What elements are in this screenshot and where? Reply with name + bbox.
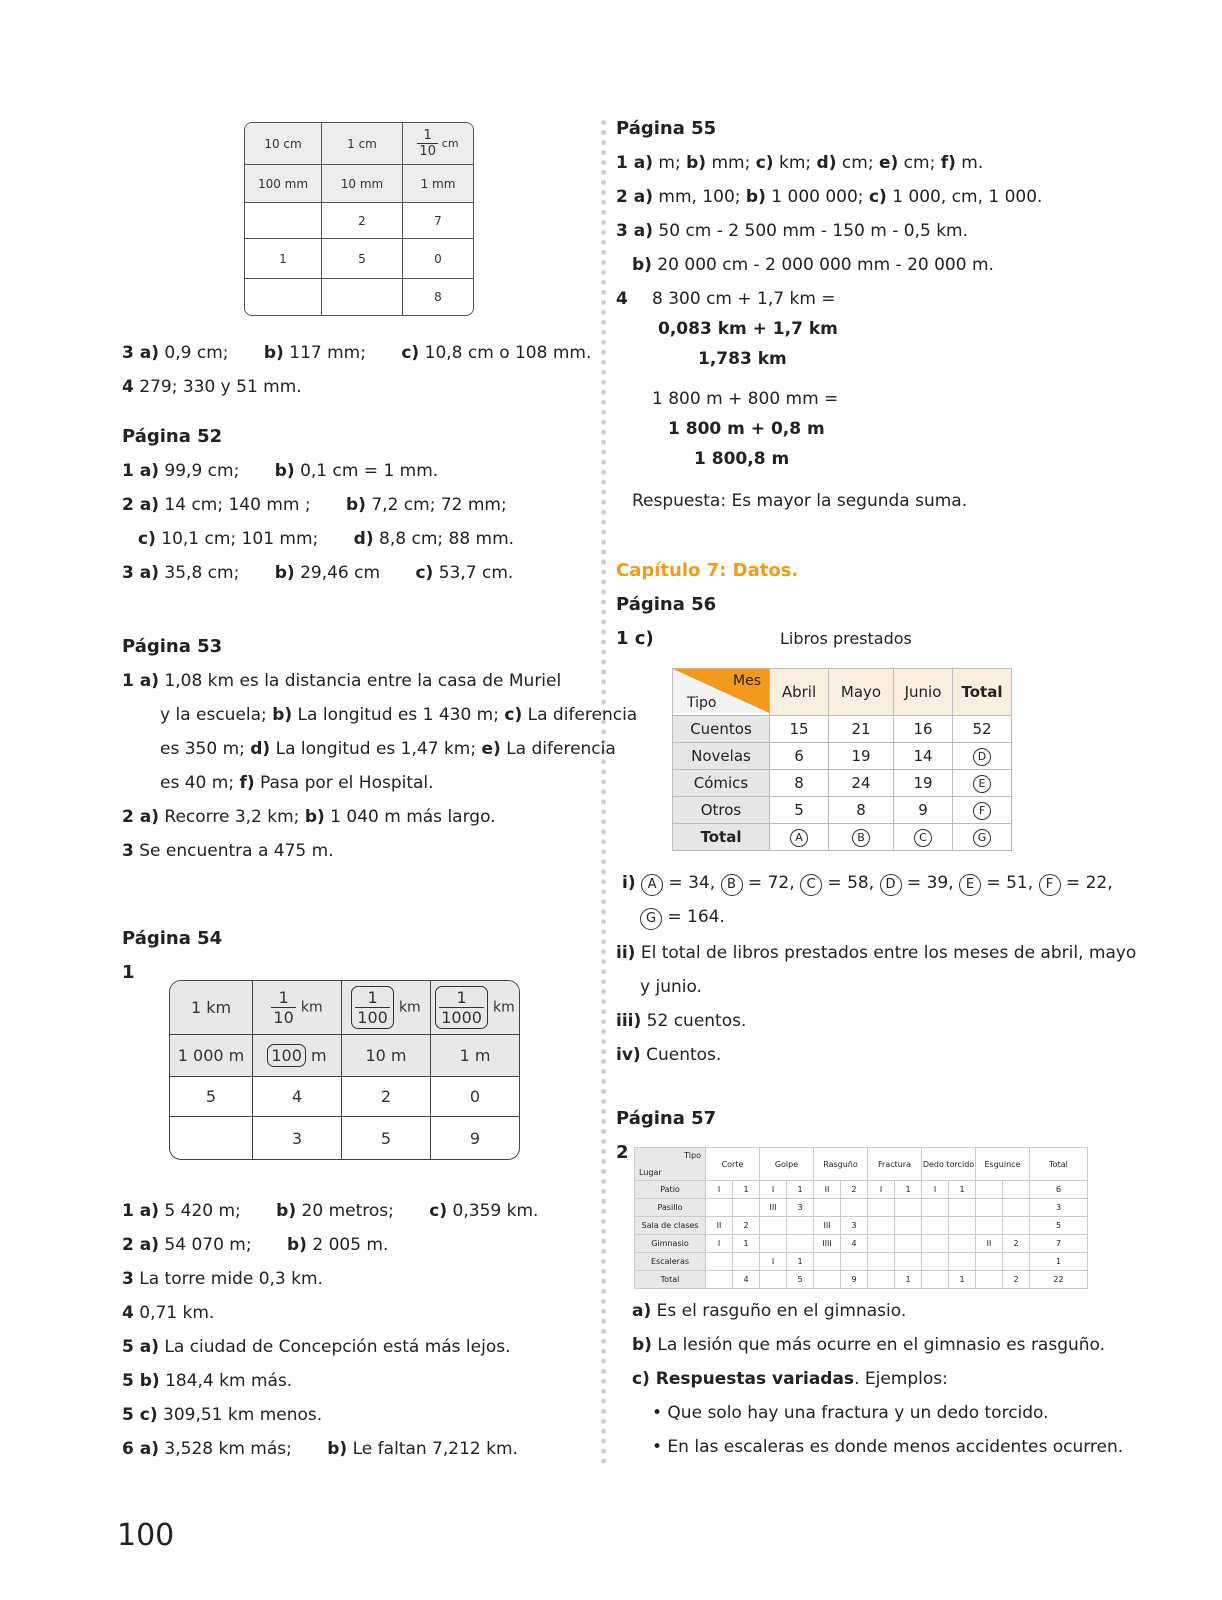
value-cell <box>829 824 894 851</box>
tally-cell <box>922 1217 949 1235</box>
value-cell: 7 <box>403 203 473 239</box>
tally-cell: I <box>760 1181 787 1199</box>
value-cell: 9 <box>894 797 953 824</box>
count-cell <box>1003 1217 1030 1235</box>
col-header: Esguince <box>976 1148 1030 1181</box>
frac-num: 1 <box>355 988 390 1008</box>
value-cell: 21 <box>829 716 894 743</box>
value-cell: 5 <box>170 1077 253 1117</box>
section-heading: Página 56 <box>616 594 717 615</box>
header-cell-fraction <box>342 981 431 1035</box>
value-cell: 24 <box>829 770 894 797</box>
section-heading: Página 52 <box>122 426 223 447</box>
value-cell <box>245 203 322 239</box>
corner-top-label: Tipo <box>684 1151 701 1160</box>
frac-num: 1 <box>417 128 438 144</box>
unit-label: km <box>493 999 515 1016</box>
count-cell: 1 <box>949 1271 976 1289</box>
answer-line: iv) Cuentos. <box>616 1045 722 1065</box>
col-header: Total <box>1030 1148 1088 1181</box>
total-cell: 6 <box>1030 1181 1088 1199</box>
tally-cell <box>868 1235 895 1253</box>
count-cell <box>1003 1199 1030 1217</box>
count-cell <box>787 1235 814 1253</box>
tally-cell: I <box>868 1181 895 1199</box>
count-cell: 2 <box>1003 1235 1030 1253</box>
circled-letter: D <box>880 874 902 896</box>
answer-line: b) 20 000 cm - 2 000 000 mm - 20 000 m. <box>632 255 994 275</box>
boxed-value: 100 <box>267 1044 306 1067</box>
circled-letter: G <box>973 829 991 847</box>
count-cell <box>949 1253 976 1271</box>
corner-cell <box>673 669 770 716</box>
count-cell <box>841 1253 868 1271</box>
sub-cell: 1 mm <box>403 165 473 203</box>
tally-cell <box>976 1271 1003 1289</box>
value-cell: 2 <box>342 1077 431 1117</box>
tally-cell <box>760 1217 787 1235</box>
answer-line: G = 164. <box>640 906 725 930</box>
count-cell: 1 <box>733 1235 760 1253</box>
count-cell: 1 <box>787 1181 814 1199</box>
table-row <box>635 1217 1088 1235</box>
value-cell <box>953 770 1012 797</box>
answer-line: y junio. <box>640 977 702 997</box>
answer-line: ii) El total de libros prestados entre los meses de abril, mayo <box>616 943 1137 963</box>
circled-letter: A <box>790 829 808 847</box>
tally-cell <box>868 1253 895 1271</box>
answer-line: 2 a) 14 cm; 140 mm ; b) 7,2 cm; 72 mm; <box>122 495 507 515</box>
answer-line: 5 b) 184,4 km más. <box>122 1371 293 1391</box>
table-row <box>635 1199 1088 1217</box>
count-cell <box>733 1253 760 1271</box>
circled-letter: E <box>973 775 991 793</box>
answer-line: a) Es el rasguño en el gimnasio. <box>632 1301 907 1321</box>
sub-cell: 10 mm <box>322 165 403 203</box>
total-cell: 1 <box>1030 1253 1088 1271</box>
col-header: Corte <box>706 1148 760 1181</box>
value-cell: 3 <box>253 1117 342 1159</box>
answer-line: 2 a) Recorre 3,2 km; b) 1 040 m más largo. <box>122 807 496 827</box>
value-cell: 16 <box>894 716 953 743</box>
value-cell: 8 <box>770 770 829 797</box>
value-cell: 1 <box>245 239 322 279</box>
tally-cell: I <box>706 1235 733 1253</box>
circled-letter: B <box>721 874 743 896</box>
tally-cell <box>868 1199 895 1217</box>
answer-line: 3 La torre mide 0,3 km. <box>122 1269 323 1289</box>
frac-den: 100 <box>357 1008 388 1027</box>
count-cell: 4 <box>733 1271 760 1289</box>
total-cell: 22 <box>1030 1271 1088 1289</box>
tally-cell: II <box>706 1217 733 1235</box>
tally-cell <box>922 1235 949 1253</box>
tally-cell: IIII <box>814 1235 841 1253</box>
count-cell: 3 <box>841 1217 868 1235</box>
tally-cell <box>922 1271 949 1289</box>
value-cell: 2 <box>322 203 403 239</box>
unit-label: cm <box>441 137 459 150</box>
table-title: Libros prestados <box>780 629 912 648</box>
tally-cell <box>976 1181 1003 1199</box>
calc-line: 8 300 cm + 1,7 km = <box>652 289 836 309</box>
count-cell: 2 <box>841 1181 868 1199</box>
answer-line: 2 a) mm, 100; b) 1 000 000; c) 1 000, cm, 1 000. <box>616 187 1043 207</box>
tally-cell <box>814 1253 841 1271</box>
count-cell <box>733 1199 760 1217</box>
value-cell: 19 <box>894 770 953 797</box>
tally-cell <box>922 1253 949 1271</box>
answer-line: 4 279; 330 y 51 mm. <box>122 377 302 397</box>
value-cell: 0 <box>403 239 473 279</box>
col-header: Golpe <box>760 1148 814 1181</box>
value-cell <box>953 824 1012 851</box>
count-cell <box>895 1235 922 1253</box>
value-cell: 6 <box>770 743 829 770</box>
table-row <box>635 1181 1088 1199</box>
answer-line: iii) 52 cuentos. <box>616 1011 747 1031</box>
section-heading: Página 53 <box>122 636 223 657</box>
corner-bottom-label: Tipo <box>687 695 717 711</box>
circled-letter: C <box>800 874 822 896</box>
accidentes-table <box>634 1147 1088 1289</box>
tally-cell: I <box>706 1181 733 1199</box>
total-cell: 7 <box>1030 1235 1088 1253</box>
frac-den: 1000 <box>441 1008 482 1027</box>
answer-line: 3 a) 35,8 cm; b) 29,46 cm c) 53,7 cm. <box>122 563 514 583</box>
count-cell <box>895 1217 922 1235</box>
value-cell: 5 <box>322 239 403 279</box>
value-cell: 14 <box>894 743 953 770</box>
value-cell: 5 <box>770 797 829 824</box>
row-label: Novelas <box>673 743 770 770</box>
calc-line: 0,083 km + 1,7 km <box>658 319 838 339</box>
frac-num: 1 <box>439 988 484 1008</box>
header-cell: 1 cm <box>322 123 403 165</box>
circled-letter: B <box>852 829 870 847</box>
corner-bottom-label: Lugar <box>639 1168 662 1177</box>
tally-cell <box>922 1199 949 1217</box>
count-cell: 3 <box>787 1199 814 1217</box>
count-cell: 1 <box>895 1271 922 1289</box>
row-label: Total <box>673 824 770 851</box>
header-cell: 10 cm <box>245 123 322 165</box>
sub-cell: 100 mm <box>245 165 322 203</box>
answer-line: 5 a) La ciudad de Concepción está más lejos. <box>122 1337 511 1357</box>
value-cell: 15 <box>770 716 829 743</box>
tally-cell <box>868 1271 895 1289</box>
row-label: Sala de clases <box>635 1217 706 1235</box>
tally-cell: I <box>760 1253 787 1271</box>
col-header: Junio <box>894 669 953 716</box>
value-cell: 8 <box>434 290 442 304</box>
tally-cell <box>976 1253 1003 1271</box>
total-cell: 3 <box>1030 1199 1088 1217</box>
count-cell: 4 <box>841 1235 868 1253</box>
answer-line: 3 a) 0,9 cm; b) 117 mm; c) 10,8 cm o 108 mm. <box>122 343 592 363</box>
value-cell <box>953 743 1012 770</box>
row-label: Cómics <box>673 770 770 797</box>
col-header: Fractura <box>868 1148 922 1181</box>
answer-line: 1 a) m; b) mm; c) km; d) cm; e) cm; f) m. <box>616 153 984 173</box>
answer-line: 3 Se encuentra a 475 m. <box>122 841 334 861</box>
answer-line: 1 a) 99,9 cm; b) 0,1 cm = 1 mm. <box>122 461 439 481</box>
count-cell: 1 <box>895 1181 922 1199</box>
header-cell-fraction <box>403 123 473 165</box>
item-number: 1 <box>122 962 135 983</box>
row-label: Gimnasio <box>635 1235 706 1253</box>
unit-label: km <box>398 999 421 1016</box>
tally-cell <box>706 1271 733 1289</box>
count-cell <box>949 1217 976 1235</box>
tally-cell: III <box>814 1217 841 1235</box>
answer-line: b) La lesión que más ocurre en el gimnasio es rasguño. <box>632 1335 1106 1355</box>
circled-letter: D <box>973 748 991 766</box>
col-header: Abril <box>770 669 829 716</box>
page-number: 100 <box>117 1518 175 1553</box>
count-cell <box>895 1199 922 1217</box>
sub-cell: 10 m <box>342 1035 431 1077</box>
tally-cell <box>814 1271 841 1289</box>
row-label: Patio <box>635 1181 706 1199</box>
value-cell: 19 <box>829 743 894 770</box>
value-cell: 4 <box>253 1077 342 1117</box>
count-cell: 9 <box>841 1271 868 1289</box>
count-cell: 1 <box>949 1181 976 1199</box>
bullet-line: • En las escaleras es donde menos accidentes ocurren. <box>652 1437 1124 1457</box>
header-cell-fraction <box>431 981 519 1035</box>
tally-cell <box>976 1217 1003 1235</box>
answer-line: 1 a) 1,08 km es la distancia entre la casa de Muriel <box>122 671 562 691</box>
count-cell <box>1003 1253 1030 1271</box>
answer-line: 2 a) 54 070 m; b) 2 005 m. <box>122 1235 389 1255</box>
circled-letter: E <box>959 874 981 896</box>
corner-top-label: Mes <box>733 673 761 689</box>
tally-cell: III <box>760 1199 787 1217</box>
col-header: Rasguño <box>814 1148 868 1181</box>
frac-den: 10 <box>419 144 436 159</box>
unit-label: m <box>311 1046 327 1065</box>
tally-cell: I <box>922 1181 949 1199</box>
conversion-table-km <box>169 980 520 1160</box>
row-label: Total <box>635 1271 706 1289</box>
header-cell: 1 km <box>170 981 253 1035</box>
count-cell <box>1003 1181 1030 1199</box>
count-cell <box>841 1199 868 1217</box>
value-cell: 0 <box>431 1077 519 1117</box>
frac-num: 1 <box>271 988 295 1008</box>
sub-cell: 1 000 m <box>170 1035 253 1077</box>
column-divider <box>601 120 606 1465</box>
value-cell <box>953 797 1012 824</box>
count-cell: 2 <box>1003 1271 1030 1289</box>
row-label: Pasillo <box>635 1199 706 1217</box>
tally-cell <box>706 1199 733 1217</box>
libros-prestados-table <box>672 668 1012 851</box>
value-cell <box>170 1117 253 1159</box>
unit-label: km <box>300 999 323 1016</box>
tally-cell <box>814 1199 841 1217</box>
answer-line: Respuesta: Es mayor la segunda suma. <box>632 491 968 511</box>
table-row <box>635 1235 1088 1253</box>
row-label: Otros <box>673 797 770 824</box>
count-cell <box>787 1217 814 1235</box>
table-row <box>635 1271 1088 1289</box>
circled-letter: G <box>640 908 662 930</box>
frac-den: 10 <box>273 1008 294 1027</box>
calc-line: 1 800 m + 0,8 m <box>668 419 825 439</box>
col-header: Dedo torcido <box>922 1148 976 1181</box>
answer-line: 5 c) 309,51 km menos. <box>122 1405 323 1425</box>
answer-line: 4 0,71 km. <box>122 1303 215 1323</box>
section-heading: Página 55 <box>616 118 717 139</box>
count-cell <box>949 1235 976 1253</box>
total-cell: 5 <box>1030 1217 1088 1235</box>
circled-letter: F <box>1039 874 1061 896</box>
count-cell <box>949 1199 976 1217</box>
circled-letter: A <box>641 874 663 896</box>
circled-letter: C <box>914 829 932 847</box>
row-label: Escaleras <box>635 1253 706 1271</box>
value-cell <box>245 279 322 315</box>
item-number: 2 <box>616 1142 629 1163</box>
value-cell: 52 <box>953 716 1012 743</box>
tally-cell <box>760 1271 787 1289</box>
answer-line: es 350 m; d) La longitud es 1,47 km; e) La diferencia <box>160 739 616 759</box>
conversion-table-cm <box>244 122 474 316</box>
tally-cell <box>868 1217 895 1235</box>
item-number: 1 c) <box>616 628 654 649</box>
count-cell: 5 <box>787 1271 814 1289</box>
table-row <box>635 1253 1088 1271</box>
answer-line: y la escuela; b) La longitud es 1 430 m; c) La diferencia <box>160 705 638 725</box>
col-header: Total <box>953 669 1012 716</box>
sub-cell: 1 m <box>431 1035 519 1077</box>
answer-line: i) A = 34, B = 72, C = 58, D = 39, E = 51, F = 22, <box>622 872 1113 896</box>
answer-line: c) Respuestas variadas. Ejemplos: <box>632 1369 948 1389</box>
col-header: Mayo <box>829 669 894 716</box>
tally-cell <box>976 1199 1003 1217</box>
value-cell: 5 <box>342 1117 431 1159</box>
answer-line: 4 <box>616 289 628 309</box>
tally-cell <box>706 1253 733 1271</box>
calc-line: 1,783 km <box>698 349 787 369</box>
header-cell-fraction <box>253 981 342 1035</box>
answer-line: es 40 m; f) Pasa por el Hospital. <box>160 773 434 793</box>
count-cell: 1 <box>733 1181 760 1199</box>
sub-cell <box>253 1035 342 1077</box>
answer-line: 3 a) 50 cm - 2 500 mm - 150 m - 0,5 km. <box>616 221 969 241</box>
value-cell <box>322 279 403 315</box>
value-cell: 9 <box>469 1128 481 1148</box>
row-label: Cuentos <box>673 716 770 743</box>
circled-letter: F <box>973 802 991 820</box>
tally-cell <box>760 1235 787 1253</box>
count-cell: 2 <box>733 1217 760 1235</box>
bullet-line: • Que solo hay una fractura y un dedo torcido. <box>652 1403 1049 1423</box>
chapter-heading: Capítulo 7: Datos. <box>616 560 799 581</box>
answer-line: 1 a) 5 420 m; b) 20 metros; c) 0,359 km. <box>122 1201 539 1221</box>
count-cell: 1 <box>787 1253 814 1271</box>
count-cell <box>895 1253 922 1271</box>
answer-line: c) 10,1 cm; 101 mm; d) 8,8 cm; 88 mm. <box>138 529 515 549</box>
corner-cell <box>635 1148 706 1181</box>
calc-line: 1 800,8 m <box>694 449 790 469</box>
value-cell: 8 <box>829 797 894 824</box>
calc-line: 1 800 m + 800 mm = <box>652 389 839 409</box>
section-heading: Página 57 <box>616 1108 717 1129</box>
tally-cell: II <box>814 1181 841 1199</box>
value-cell <box>770 824 829 851</box>
tally-cell: II <box>976 1235 1003 1253</box>
answer-line: 6 a) 3,528 km más; b) Le faltan 7,212 km. <box>122 1439 518 1459</box>
value-cell <box>894 824 953 851</box>
section-heading: Página 54 <box>122 928 223 949</box>
